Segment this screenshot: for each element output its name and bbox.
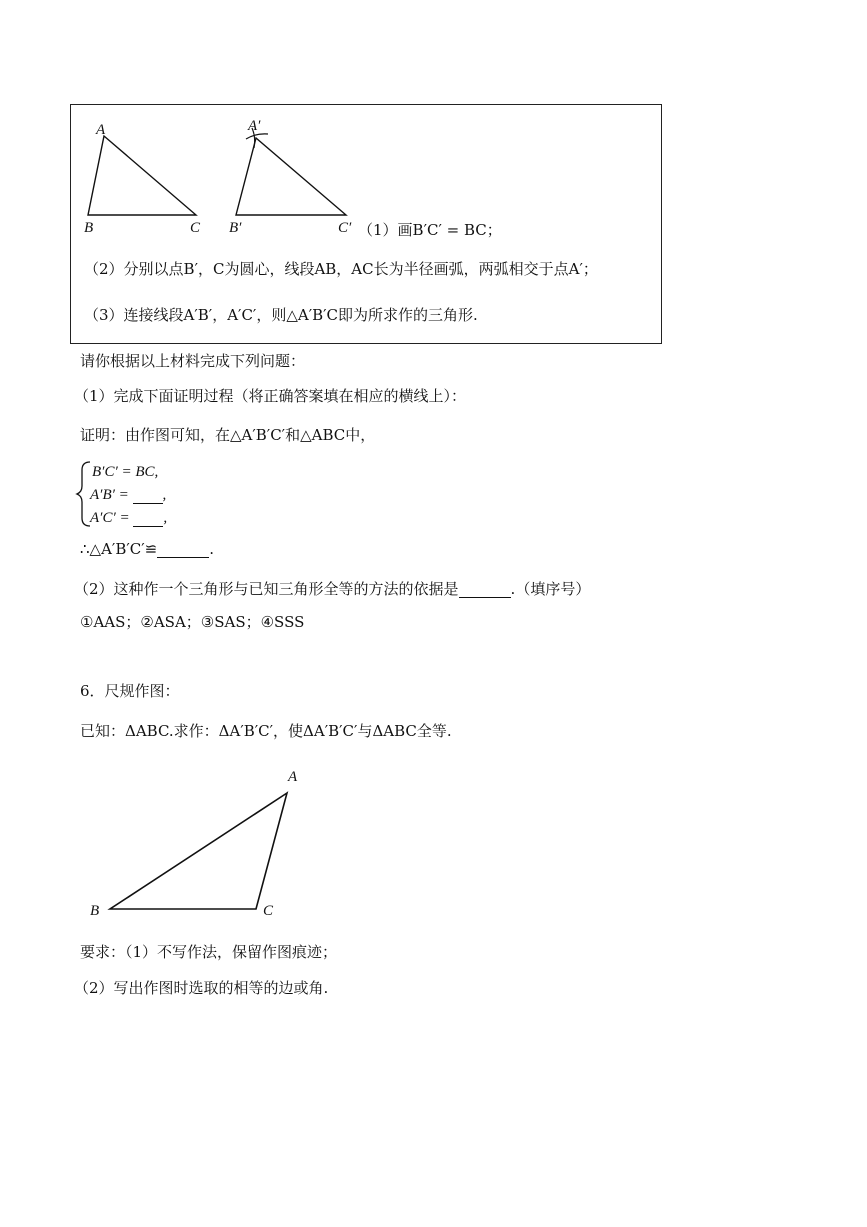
proof-lead: 证明：由作图可知，在△A′B′C′和△ABC中， xyxy=(80,426,376,444)
proof-conclusion: ∴△A′B′C′≌ . xyxy=(80,540,214,558)
intro-text: 请你根据以上材料完成下列问题： xyxy=(80,352,306,370)
box-step-2: （2）分别以点B′，C为圆心，线段AB，AC长为半径画弧，两弧相交于点A′； xyxy=(84,260,598,278)
vertex-label-a: A xyxy=(96,122,106,138)
blank-ab[interactable] xyxy=(133,488,163,504)
section-6-requirement-1: 要求：（1）不写作法，保留作图痕迹； xyxy=(80,943,338,961)
vertex-label-c: C xyxy=(190,220,201,236)
s6-vertex-label-b: B xyxy=(90,903,100,919)
vertex-label-c-prime: C′ xyxy=(338,220,352,236)
s6-vertex-label-a: A xyxy=(288,769,298,785)
section-6-requirement-2: （2）写出作图时选取的相等的边或角. xyxy=(74,979,329,997)
proof-brace xyxy=(77,462,90,526)
vertex-label-a-prime: A′ xyxy=(248,118,261,134)
proof-line-2: A′B′ = , xyxy=(90,487,167,503)
section-6-given: 已知：ΔABC.求作：ΔA′B′C′，使ΔA′B′C′与ΔABC全等. xyxy=(80,722,452,740)
blank-ac[interactable] xyxy=(133,511,163,527)
box-step-3: （3）连接线段A′B′，A′C′，则△A′B′C即为所求作的三角形. xyxy=(84,306,478,324)
s6-vertex-label-c: C xyxy=(263,903,274,919)
question-1: （1）完成下面证明过程（将正确答案填在相应的横线上）： xyxy=(74,387,467,405)
blank-basis[interactable] xyxy=(459,582,511,598)
blank-congruent[interactable] xyxy=(157,542,209,558)
proof-line-1: B′C′ = BC, xyxy=(92,464,159,480)
question-2: （2）这种作一个三角形与已知三角形全等的方法的依据是 .（填序号） xyxy=(74,580,591,598)
proof-line-3: A′C′ = , xyxy=(90,510,168,526)
section-6-title: 6．尺规作图： xyxy=(80,682,180,700)
box-step-1: （1）画B′C′ = BC； xyxy=(358,221,502,239)
vertex-label-b-prime: B′ xyxy=(229,220,242,236)
question-2-options: ①AAS；②ASA；③SAS；④SSS xyxy=(80,613,305,631)
vertex-label-b: B xyxy=(84,220,94,236)
